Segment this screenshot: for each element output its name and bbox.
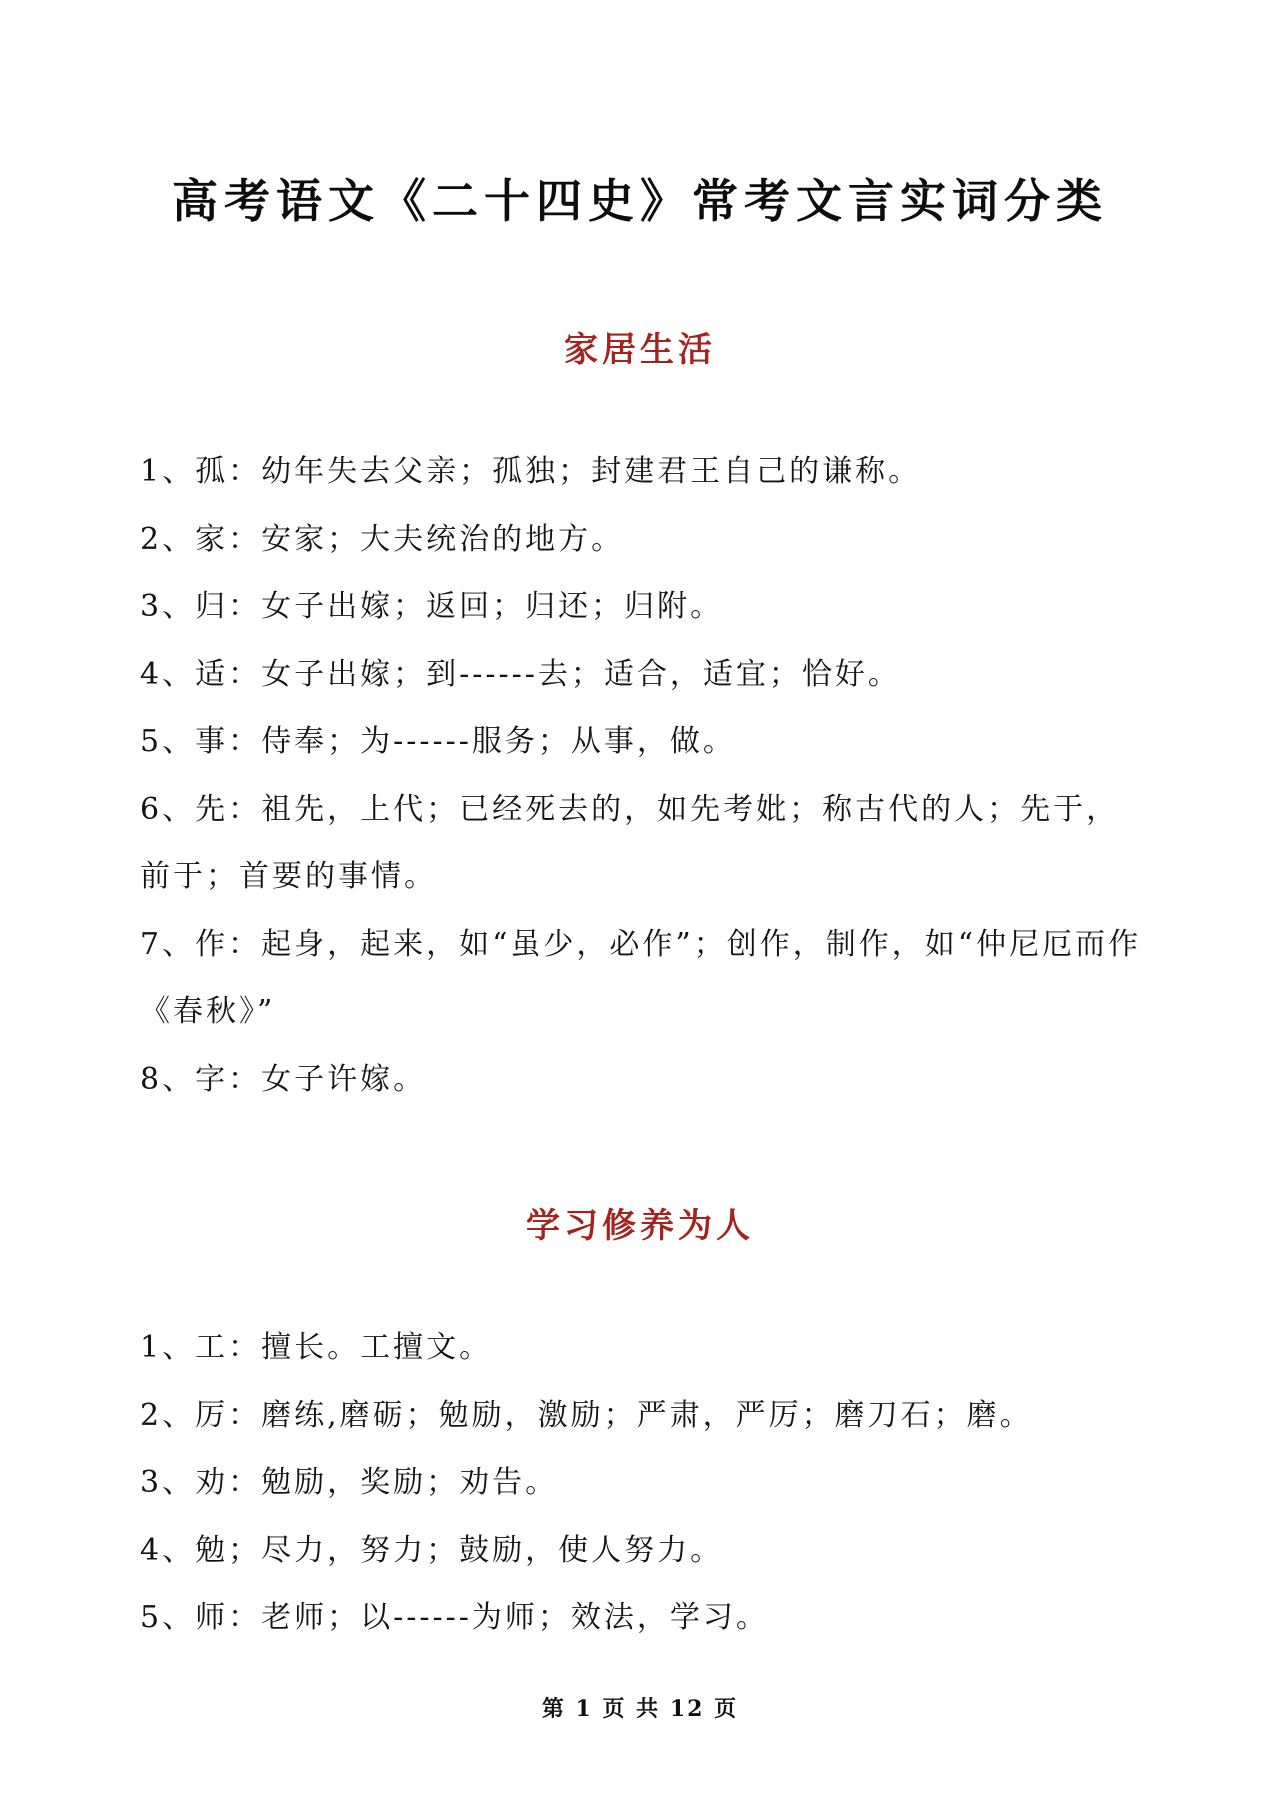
page-number-footer: 第 1 页 共 12 页 [541, 1696, 739, 1722]
section-heading-home-life: 家居生活 [564, 330, 716, 371]
list-item: 1、孤：幼年失去父亲；孤独；封建君王自己的谦称。 [140, 454, 922, 489]
list-item: 4、勉；尽力，努力；鼓励，使人努力。 [140, 1532, 724, 1568]
list-item: 1、工：擅长。工擅文。 [140, 1330, 493, 1365]
list-item: 2、厉：磨练,磨砺；勉励，激励；严肃，严厉；磨刀石；磨。 [140, 1397, 1033, 1433]
list-item: 5、师：老师；以------为师；效法，学习。 [140, 1600, 769, 1635]
list-item: 7、作：起身，起来，如“虽少，必作”；创作，制作，如“仲尼厄而作《春秋》” [140, 926, 1142, 1029]
list-item: 4、适：女子出嫁；到------去；适合，适宜；恰好。 [140, 656, 901, 692]
list-item: 3、劝：勉励，奖励；劝告。 [140, 1465, 559, 1500]
list-item: 2、家：安家；大夫统治的地方。 [140, 521, 625, 557]
list-item: 8、字：女子许嫁。 [140, 1061, 427, 1097]
entry-list-home-life [140, 438, 1150, 1113]
list-item: 6、先：祖先，上代；已经死去的，如先考妣；称古代的人；先于，前于；首要的事情。 [140, 791, 1120, 894]
entry-list-study-cultivation [140, 1314, 1150, 1652]
list-item: 3、归：女子出嫁；返回；归还；归附。 [140, 589, 724, 624]
list-item: 5、事：侍奉；为------服务；从事，做。 [140, 724, 736, 759]
section-heading-study-cultivation: 学习修养为人 [526, 1206, 754, 1247]
page-title: 高考语文《二十四史》常考文言实词分类 [172, 173, 1108, 228]
